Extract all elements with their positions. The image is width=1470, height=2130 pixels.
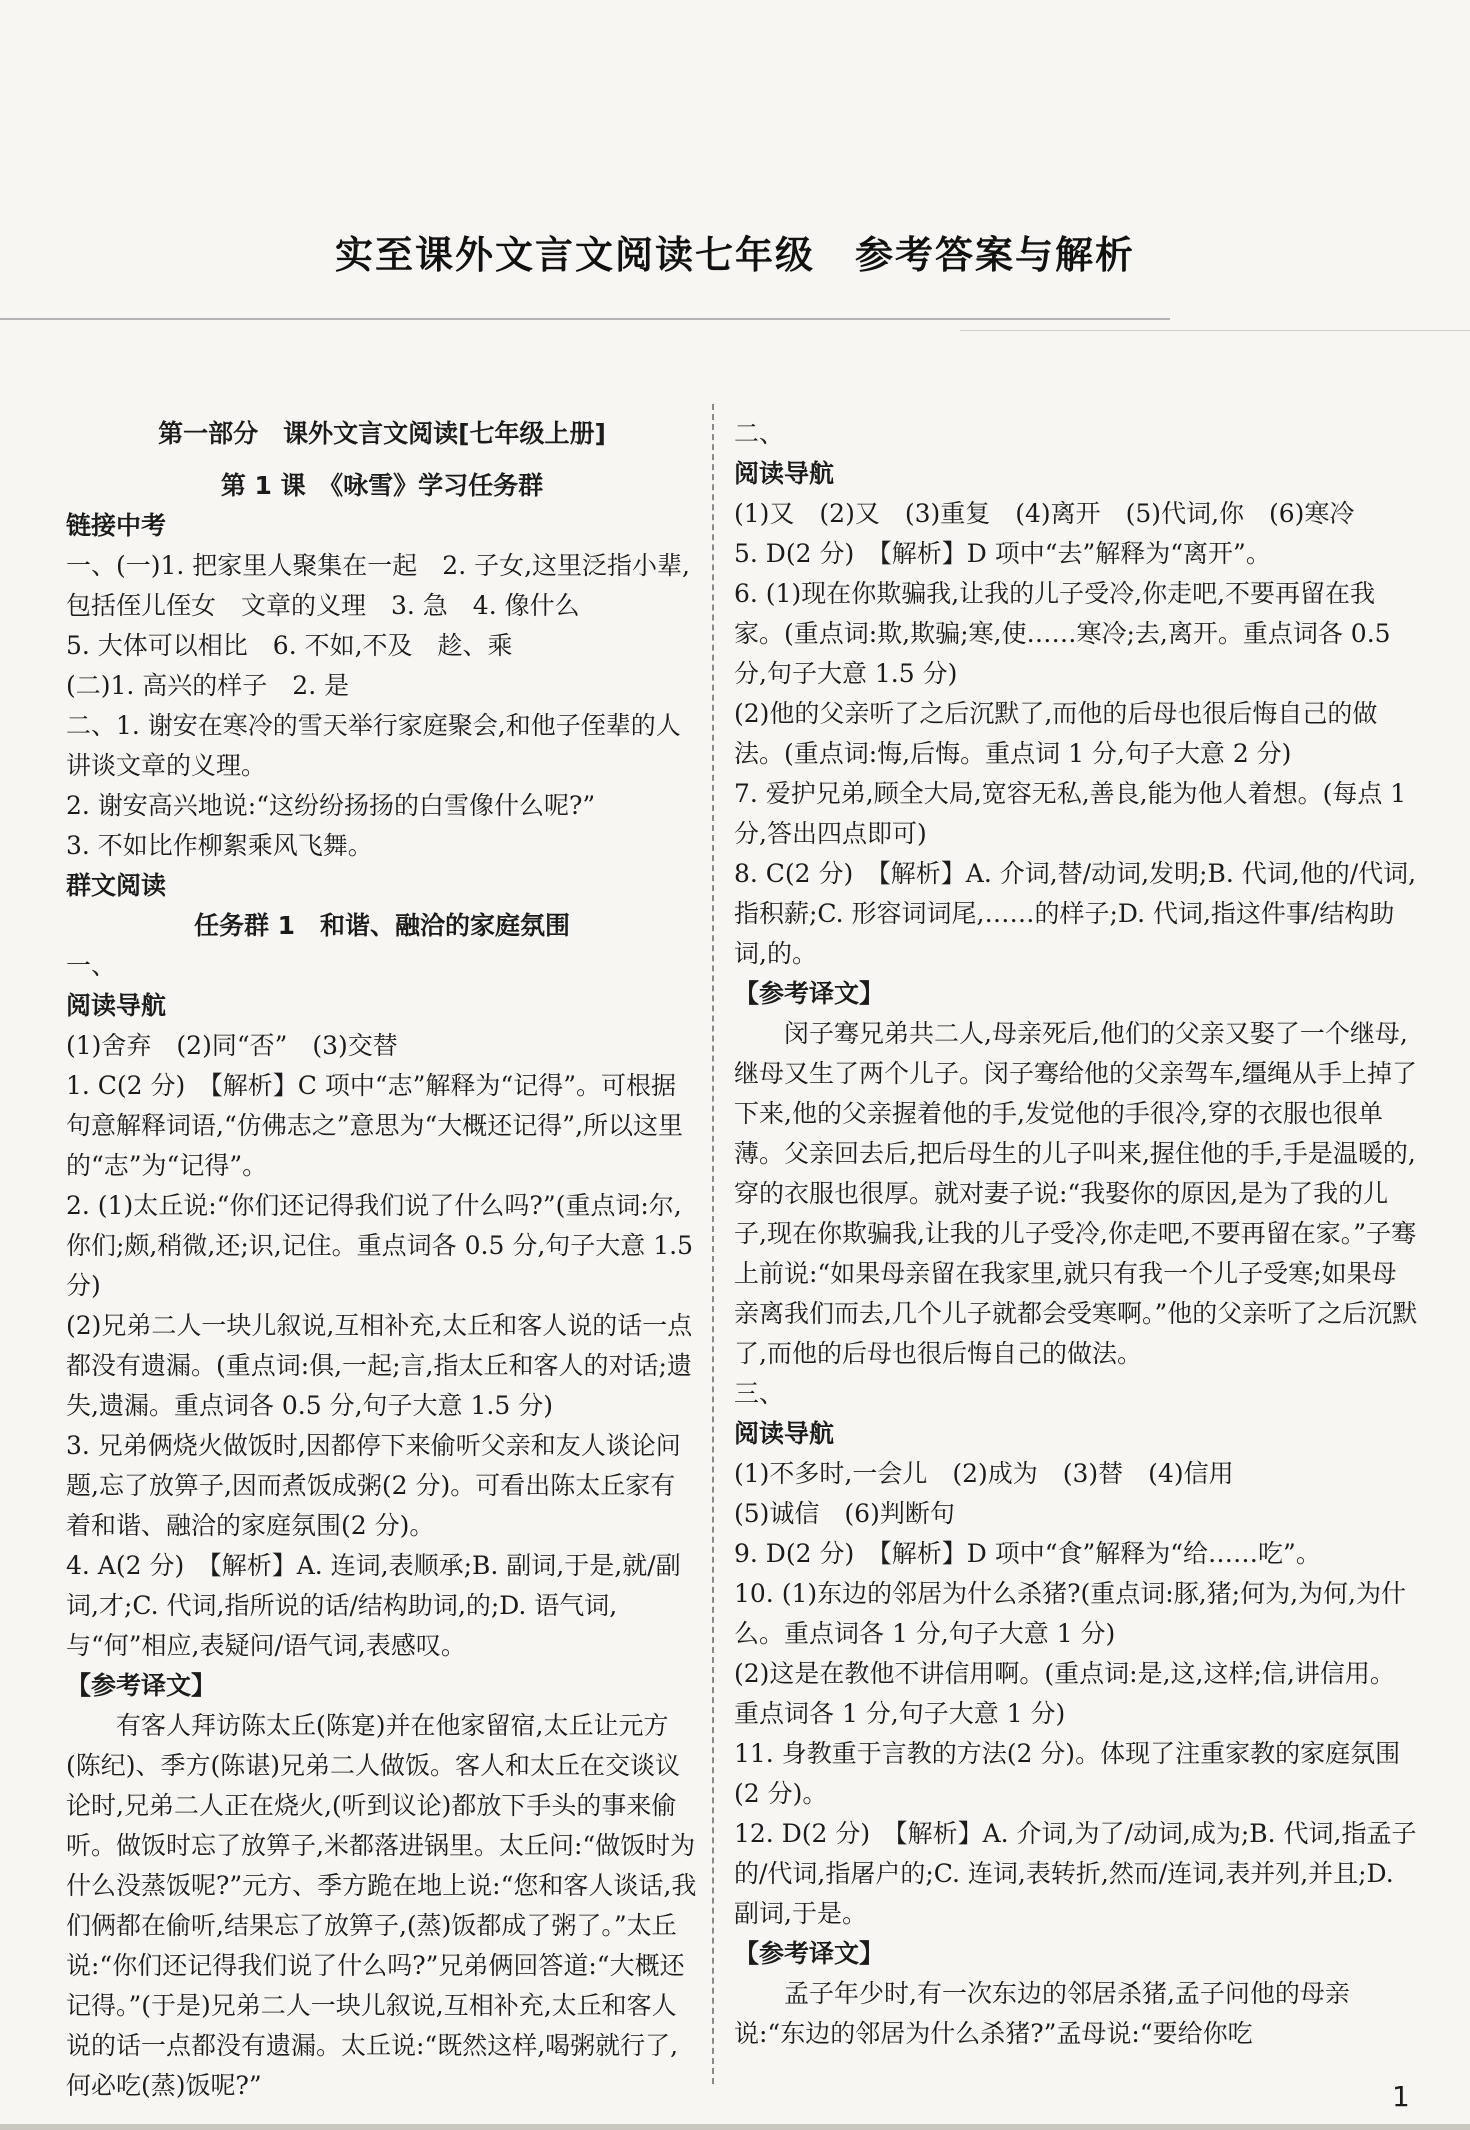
reading-nav-heading: 阅读导航 <box>734 1419 835 1448</box>
answer-q6-2: (2)他的父亲听了之后沉默了,而他的后母也很后悔自己的做法。(重点词:悔,后悔。重点词 1 分,句子大意 2 分) <box>734 699 1378 768</box>
answer-line: 3. 不如比作柳絮乘风飞舞。 <box>66 831 373 860</box>
lesson-title: 第 1 课 《咏雪》学习任务群 <box>220 471 544 500</box>
reading-nav-items: (1)不多时,一会儿 (2)成为 (3)替 (4)信用 <box>734 1459 1234 1488</box>
reference-translation-heading: 【参考译文】 <box>734 979 885 1008</box>
answer-q12: 12. D(2 分) 【解析】A. 介词,为了/动词,成为;B. 代词,指孟子的/代词,指屠户的;C. 连词,表转折,然而/连词,表并列,并且;D. 副词,于是。 <box>734 1819 1417 1928</box>
answer-line: 一、(一)1. 把家里人聚集在一起 2. 子女,这里泛指小辈,包括侄儿侄女 文章的义理 3. 急 4. 像什么 <box>66 551 691 620</box>
answer-line: 2. 谢安高兴地说:“这纷纷扬扬的白雪像什么呢?” <box>66 791 596 820</box>
answer-q3: 3. 兄弟俩烧火做饭时,因都停下来偷听父亲和友人谈论问题,忘了放箅子,因而煮饭成粥(2 分)。可看出陈太丘家有着和谐、融洽的家庭氛围(2 分)。 <box>66 1431 681 1540</box>
title-rule <box>0 318 1170 320</box>
right-column <box>734 414 1418 2054</box>
reading-nav-items: (5)诚信 (6)判断句 <box>734 1499 955 1528</box>
section-heading: 链接中考 <box>66 511 167 540</box>
answer-q2-2: (2)兄弟二人一块儿叙说,互相补充,太丘和客人说的话一点都没有遗漏。(重点词:俱,一起;言,指太丘和客人的对话;遗失,遗漏。重点词各 0.5 分,句子大意 1.5 分) <box>66 1311 693 1420</box>
answer-line: (二)1. 高兴的样子 2. 是 <box>66 671 350 700</box>
reading-nav-heading: 阅读导航 <box>66 991 167 1020</box>
answer-q7: 7. 爱护兄弟,顾全大局,宽容无私,善良,能为他人着想。(每点 1 分,答出四点即可) <box>734 779 1407 848</box>
answer-q1: 1. C(2 分) 【解析】C 项中“志”解释为“记得”。可根据句意解释词语,“仿佛志之”意思为“大概还记得”,所以这里的“志”为“记得”。 <box>66 1071 684 1180</box>
sub-section-number: 三、 <box>734 1379 785 1408</box>
column-divider <box>712 404 714 2084</box>
reference-translation: 孟子年少时,有一次东边的邻居杀猪,孟子问他的母亲说:“东边的邻居为什么杀猪?”孟母说:“要给你吃 <box>734 1979 1350 2048</box>
reading-nav-heading: 阅读导航 <box>734 459 835 488</box>
reference-translation: 闵子骞兄弟共二人,母亲死后,他们的父亲又娶了一个继母,继母又生了两个儿子。闵子骞给他的父亲驾车,缰绳从手上掉了下来,他的父亲握着他的手,发觉他的手很冷,穿的衣服也很单薄。父亲回去后,把后母生的儿子叫来,握住他的手,手是温暖的,穿的衣服也很厚。就对妻子说:“我娶你的原因,是为了我的儿子,现在你欺骗我,让我的儿子受冷,你走吧,不要再留在家。”子骞上前说:“如果母亲留在我家里,就只有我一个儿子受寒;如果母亲离我们而去,几个儿子就都会受寒啊。”他的父亲听了之后沉默了,而他的后母也很后悔自己的做法。 <box>734 1019 1418 1368</box>
answer-q10-2: (2)这是在教他不讲信用啊。(重点词:是,这,这样;信,讲信用。重点词各 1 分,句子大意 1 分) <box>734 1659 1395 1728</box>
left-column <box>66 414 698 2106</box>
answer-q2-1: 2. (1)太丘说:“你们还记得我们说了什么吗?”(重点词:尔,你们;颇,稍微,还;识,记住。重点词各 0.5 分,句子大意 1.5 分) <box>66 1191 693 1300</box>
answer-line: 二、1. 谢安在寒冷的雪天举行家庭聚会,和他子侄辈的人讲谈文章的义理。 <box>66 711 681 780</box>
answer-q10-1: 10. (1)东边的邻居为什么杀猪?(重点词:豚,猪;何为,为何,为什么。重点词各 1 分,句子大意 1 分) <box>734 1579 1406 1648</box>
page-edge <box>0 2124 1470 2130</box>
reading-nav-items: (1)舍弃 (2)同“否” (3)交替 <box>66 1031 398 1060</box>
title-rule-secondary <box>960 330 1470 331</box>
sub-section-number: 一、 <box>66 951 117 980</box>
answer-line: 5. 大体可以相比 6. 不如,不及 趁、乘 <box>66 631 513 660</box>
part-title: 第一部分 课外文言文阅读[七年级上册] <box>158 419 606 448</box>
page-number: 1 <box>1392 2080 1410 2113</box>
page-title: 实至课外文言文阅读七年级 参考答案与解析 <box>334 233 1135 277</box>
reference-translation: 有客人拜访陈太丘(陈寔)并在他家留宿,太丘让元方(陈纪)、季方(陈谌)兄弟二人做饭。客人和太丘在交谈议论时,兄弟二人正在烧火,(听到议论)都放下手头的事来偷听。做饭时忘了放箅子,米都落进锅里。太丘问:“做饭时为什么没蒸饭呢?”元方、季方跪在地上说:“您和客人谈话,我们俩都在偷听,结果忘了放箅子,(蒸)饭都成了粥了。”太丘说:“你们还记得我们说了什么吗?”兄弟俩回答道:“大概还记得。”(于是)兄弟二人一块儿叙说,互相补充,太丘和客人说的话一点都没有遗漏。太丘说:“既然这样,喝粥就行了,何必吃(蒸)饭呢?” <box>66 1711 697 2100</box>
answer-q5: 5. D(2 分) 【解析】D 项中“去”解释为“离开”。 <box>734 539 1271 568</box>
reference-translation-heading: 【参考译文】 <box>66 1671 217 1700</box>
reference-translation-heading: 【参考译文】 <box>734 1939 885 1968</box>
sub-section-number: 二、 <box>734 419 785 448</box>
answer-q4: 4. A(2 分) 【解析】A. 连词,表顺承;B. 副词,于是,就/副词,才;C. 代词,指所说的话/结构助词,的;D. 语气词,与“何”相应,表疑问/语气词,表感叹。 <box>66 1551 681 1660</box>
answer-q6-1: 6. (1)现在你欺骗我,让我的儿子受冷,你走吧,不要再留在我家。(重点词:欺,欺骗;寒,使……寒冷;去,离开。重点词各 0.5 分,句子大意 1.5 分) <box>734 579 1391 688</box>
answer-q8: 8. C(2 分) 【解析】A. 介词,替/动词,发明;B. 代词,他的/代词,指积薪;C. 形容词词尾,……的样子;D. 代词,指这件事/结构助词,的。 <box>734 859 1417 968</box>
reading-nav-items: (1)又 (2)又 (3)重复 (4)离开 (5)代词,你 (6)寒冷 <box>734 499 1355 528</box>
task-title: 任务群 1 和谐、融洽的家庭氛围 <box>193 911 571 940</box>
answer-q9: 9. D(2 分) 【解析】D 项中“食”解释为“给……吃”。 <box>734 1539 1321 1568</box>
answer-q11: 11. 身教重于言教的方法(2 分)。体现了注重家教的家庭氛围(2 分)。 <box>734 1739 1401 1808</box>
section-heading: 群文阅读 <box>66 871 167 900</box>
